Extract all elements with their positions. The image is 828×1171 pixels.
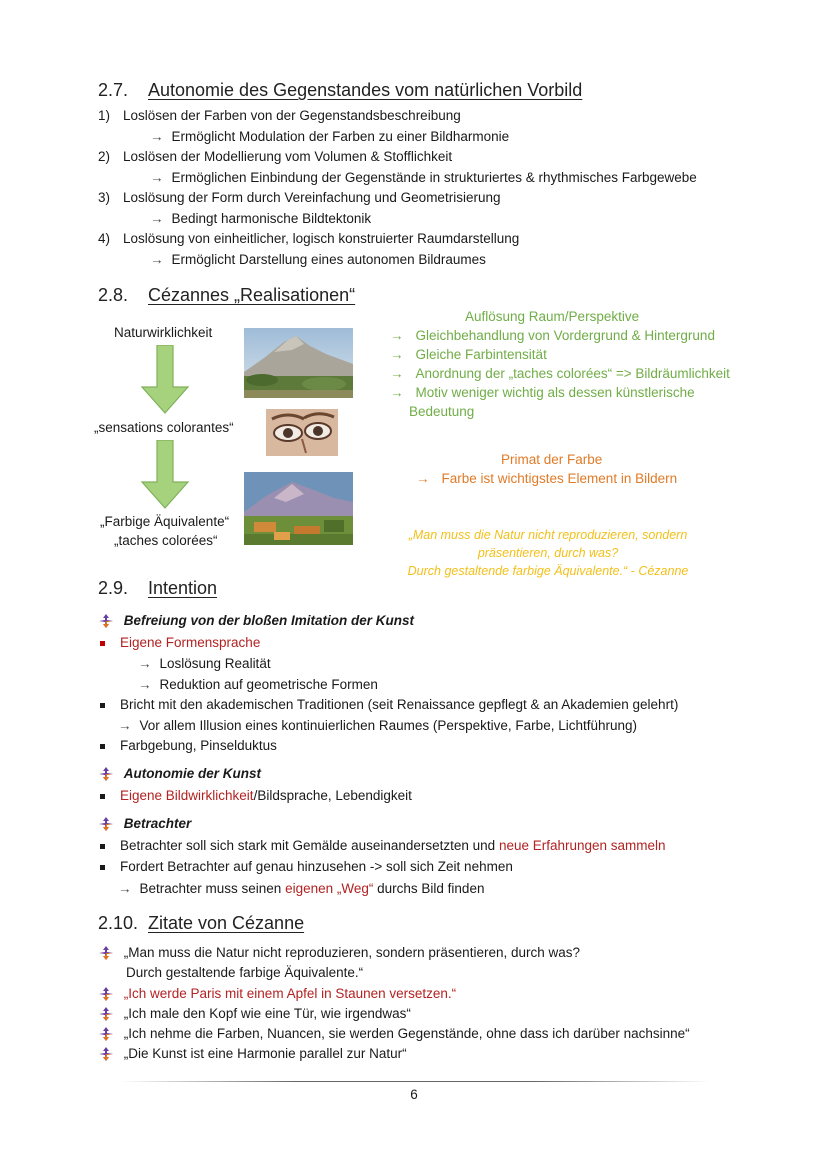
bullet-text-red: neue Erfahrungen sammeln	[498, 838, 666, 853]
arrow-icon: →	[150, 170, 164, 185]
flow-step-naturwirklichkeit: Naturwirklichkeit	[114, 325, 213, 340]
square-bullet-icon	[100, 703, 105, 708]
quote-line: präsentieren, durch was?	[477, 546, 619, 560]
four-arrow-bullet-icon	[98, 613, 114, 629]
four-arrow-bullet-icon	[98, 986, 114, 1002]
list-text: Loslösung von einheitlicher, logisch konstruierter Raumdarstellung	[123, 231, 520, 246]
arrow-icon: →	[118, 718, 132, 733]
list-subitem	[150, 250, 486, 270]
quote-text: „Man muss die Natur nicht reproduzieren, sondern präsentieren, durch was?	[123, 945, 580, 960]
quote-text: „Ich male den Kopf wie eine Tür, wie irgendwas“	[123, 1006, 411, 1021]
bullet-text: Betrachter soll sich stark mit Gemälde auseinandersetzten und	[120, 838, 499, 853]
square-bullet-icon	[100, 794, 105, 799]
green-item	[390, 326, 715, 346]
quote-continuation: Durch gestaltende farbige Äquivalente.“	[126, 965, 364, 980]
green-item-continuation: Bedeutung	[409, 404, 475, 419]
four-arrow-bullet-icon	[98, 945, 114, 961]
arrow-icon: →	[390, 385, 404, 400]
four-arrow-bullet-icon	[98, 1026, 114, 1042]
list-item	[98, 188, 500, 208]
sub-text: Loslösung Realität	[159, 656, 271, 671]
arrow-icon: →	[138, 677, 152, 692]
quote-item	[98, 984, 456, 1004]
flow-down-arrow-icon	[140, 440, 190, 510]
quote-line: Durch gestaltende farbige Äquivalente.“ - Cézanne	[407, 564, 689, 578]
bullet-text-red: Eigene Bildwirklichkeit	[120, 788, 254, 803]
quote-item	[98, 1004, 411, 1024]
bullet-item	[98, 633, 260, 653]
section-number: 2.10.	[98, 913, 139, 933]
list-number: 4)	[98, 231, 111, 246]
four-arrow-bullet-icon	[98, 816, 114, 832]
sub-text: Vor allem Illusion eines kontinuierlichen Raumes (Perspektive, Farbe, Lichtführung)	[139, 718, 637, 733]
heading-text: Autonomie der Kunst	[123, 766, 262, 781]
arrow-icon: →	[150, 252, 164, 267]
quote-text: „Ich nehme die Farben, Nuancen, sie werden Gegenstände, ohne dass ich darüber nachsinne“	[123, 1026, 690, 1041]
green-item-text: Anordnung der „taches colorées“ => Bildräumlichkeit	[415, 366, 730, 381]
section-number: 2.9.	[98, 578, 129, 598]
list-number: 3)	[98, 190, 111, 205]
sub-text: Reduktion auf geometrische Formen	[159, 677, 378, 692]
cezanne-painting-mont-sainte-victoire	[244, 472, 353, 545]
green-item	[390, 364, 730, 384]
arrow-icon: →	[390, 366, 404, 381]
quote-text-red: „Ich werde Paris mit einem Apfel in Staunen versetzen.“	[123, 986, 457, 1001]
bullet-item	[98, 695, 678, 715]
arrow-icon: →	[150, 211, 164, 226]
bullet-item	[98, 736, 277, 756]
sub-text-red: eigenen „Weg“	[285, 881, 374, 896]
arrow-icon: →	[390, 347, 404, 362]
mont-sainte-victoire-photo	[244, 328, 353, 398]
square-bullet-icon	[100, 844, 105, 849]
sub-text: Betrachter muss seinen	[139, 881, 286, 896]
list-text: Loslösung der Form durch Vereinfachung und Geometrisierung	[123, 190, 501, 205]
arrow-icon: →	[390, 328, 404, 343]
list-text: Loslösen der Modellierung vom Volumen & Stofflichkeit	[123, 149, 453, 164]
sub-item	[138, 654, 271, 674]
list-subitem	[150, 209, 371, 229]
quote-item	[98, 943, 580, 963]
list-number: 2)	[98, 149, 111, 164]
orange-item-text: Farbe ist wichtigstes Element in Bildern	[441, 471, 678, 486]
orange-item	[416, 469, 677, 489]
sub-item	[118, 716, 637, 736]
list-subtext: Bedingt harmonische Bildtektonik	[171, 211, 372, 226]
four-arrow-bullet-icon	[98, 766, 114, 782]
orange-block-heading: Primat der Farbe	[501, 452, 603, 467]
green-item	[390, 345, 547, 365]
flow-step-aequivalente: „Farbige Äquivalente“	[100, 514, 230, 529]
list-text: Loslösen der Farben von der Gegenstandsbeschreibung	[123, 108, 461, 123]
page-number: 6	[410, 1087, 418, 1102]
heading-text: Betrachter	[123, 816, 192, 831]
list-subtext: Ermöglicht Darstellung eines autonomen Bildraumes	[171, 252, 486, 267]
section-2-9-heading	[98, 578, 217, 599]
bullet-text: /Bildsprache, Lebendigkeit	[253, 788, 412, 803]
section-2-7-heading	[98, 80, 582, 101]
quote-text: „Die Kunst ist eine Harmonie parallel zur Natur“	[123, 1046, 407, 1061]
section-title: Intention	[148, 578, 218, 598]
section-2-8-heading	[98, 285, 355, 306]
bullet-heading	[98, 764, 261, 784]
section-2-10-heading	[98, 913, 304, 934]
bullet-text: Fordert Betrachter auf genau hinzusehen -> soll sich Zeit nehmen	[120, 859, 513, 874]
sub-item	[138, 675, 378, 695]
section-number: 2.7.	[98, 80, 129, 100]
list-subtext: Ermöglichen Einbindung der Gegenstände in strukturiertes & rhythmisches Farbgewebe	[171, 170, 697, 185]
bullet-text: Bricht mit den akademischen Traditionen (seit Renaissance gepflegt & an Akademien gelehrt)	[120, 697, 679, 712]
quote-line: „Man muss die Natur nicht reproduzieren, sondern	[408, 528, 688, 542]
list-item	[98, 229, 519, 249]
bullet-heading	[98, 611, 414, 631]
list-item	[98, 147, 452, 167]
four-arrow-bullet-icon	[98, 1006, 114, 1022]
arrow-icon: →	[416, 471, 430, 486]
bullet-item	[98, 786, 412, 806]
heading-text: Befreiung von der bloßen Imitation der Kunst	[123, 613, 415, 628]
footer-divider	[120, 1081, 710, 1082]
bullet-item	[98, 857, 513, 877]
flow-down-arrow-icon	[140, 345, 190, 415]
list-number: 1)	[98, 108, 111, 123]
bullet-text: Eigene Formensprache	[120, 635, 261, 650]
square-bullet-icon	[100, 865, 105, 870]
cezanne-eyes-sketch	[266, 409, 338, 456]
four-arrow-bullet-icon	[98, 1046, 114, 1062]
section-number: 2.8.	[98, 285, 129, 305]
green-item-text: Gleiche Farbintensität	[415, 347, 547, 362]
list-subitem	[150, 168, 697, 188]
bullet-text: Farbgebung, Pinselduktus	[120, 738, 277, 753]
quote-item	[98, 1044, 407, 1064]
section-title: Cézannes „Realisationen“	[148, 285, 356, 305]
green-item-text: Gleichbehandlung von Vordergrund & Hintergrund	[415, 328, 715, 343]
bullet-heading	[98, 814, 191, 834]
list-item	[98, 106, 461, 126]
section-title: Autonomie des Gegenstandes vom natürlichen Vorbild	[148, 80, 583, 100]
square-bullet-icon	[100, 744, 105, 749]
flow-step-taches: „taches colorées“	[114, 533, 218, 548]
arrow-icon: →	[138, 656, 152, 671]
list-subitem	[150, 127, 509, 147]
sub-item	[118, 879, 484, 899]
green-block-heading: Auflösung Raum/Perspektive	[465, 309, 640, 324]
quote-item	[98, 1024, 690, 1044]
sub-text: durchs Bild finden	[373, 881, 485, 896]
bullet-item	[98, 836, 666, 856]
list-subtext: Ermöglicht Modulation der Farben zu einer Bildharmonie	[171, 129, 510, 144]
arrow-icon: →	[150, 129, 164, 144]
arrow-icon: →	[118, 881, 132, 896]
flow-step-sensations: „sensations colorantes“	[94, 420, 234, 435]
green-item	[390, 383, 695, 403]
square-bullet-icon	[100, 641, 105, 646]
section-title: Zitate von Cézanne	[148, 913, 305, 933]
green-item-text: Motiv weniger wichtig als dessen künstlerische	[415, 385, 695, 400]
